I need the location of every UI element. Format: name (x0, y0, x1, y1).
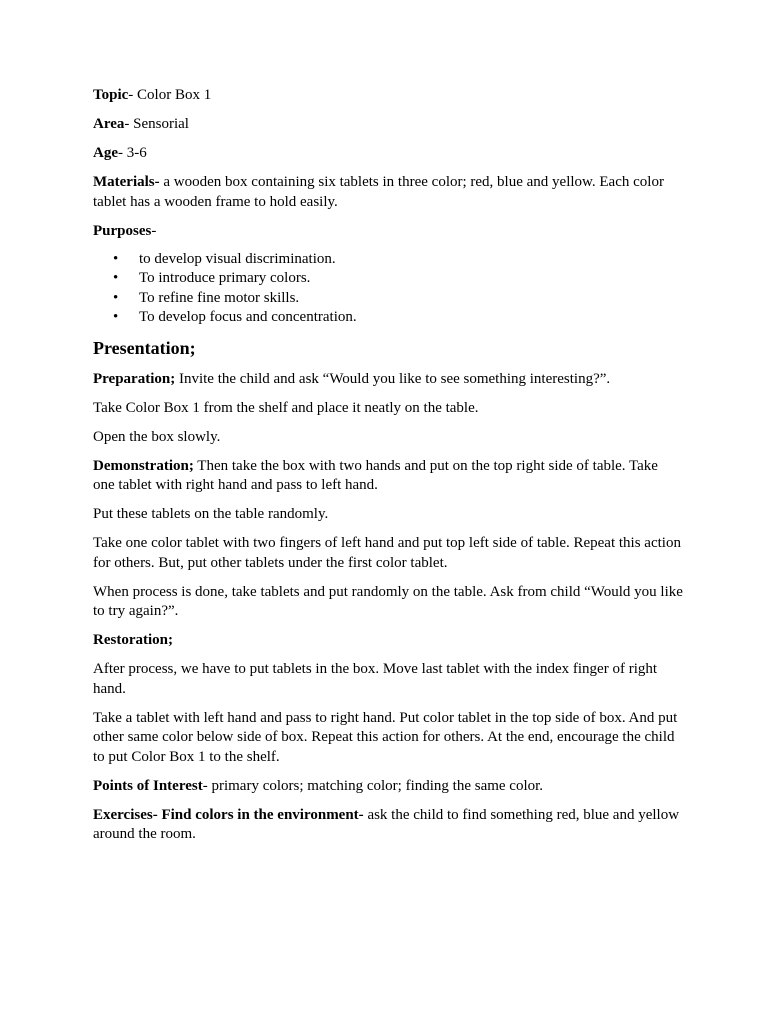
materials-label: Materials- (93, 174, 160, 190)
points-of-interest-label: Points of Interest (93, 777, 203, 794)
age-value: - 3-6 (118, 145, 147, 161)
preparation-label: Preparation; (93, 370, 176, 387)
restoration-paragraph-1: After process, we have to put tablets in the box. Move last tablet with the index finger of right hand. (93, 661, 658, 697)
document-page (93, 86, 683, 854)
list-item (93, 269, 683, 289)
topic-label: Topic (93, 87, 129, 103)
purposes-label: Purposes (93, 222, 152, 239)
step-take-one-tablet: Take one color tablet with two fingers of left hand and put top left side of table. Repeat this action for others. But, put other tablets under the first color tablet. (93, 535, 681, 571)
preparation-text: Invite the child and ask “Would you like to see something interesting?”. (175, 370, 611, 387)
list-item-text: To introduce primary colors. (139, 270, 311, 286)
age-label: Age (93, 145, 118, 161)
bullet-icon: • (113, 250, 119, 267)
exercises-paragraph (93, 806, 683, 845)
bullet-icon: • (113, 270, 119, 286)
presentation-heading: Presentation; (93, 337, 196, 358)
list-item-text: to develop visual discrimination. (139, 250, 336, 267)
purposes-line (93, 222, 683, 242)
restoration-heading-line (93, 631, 683, 651)
materials-paragraph (93, 173, 683, 212)
demonstration-label: Demonstration; (93, 457, 194, 474)
demonstration-text: Then take the box with two hands and put on the top right side of table. Take one tablet with right hand and pass to left hand. (93, 457, 658, 493)
topic-line (93, 86, 683, 106)
step-take-box: Take Color Box 1 from the shelf and place it neatly on the table. (93, 399, 479, 416)
restoration-paragraph-2: Take a tablet with left hand and pass to right hand. Put color tablet in the top side of box. And put other same color below side of box. Repeat this action for others. At the end, encourage the child to put Color Box 1 to the shelf. (93, 709, 678, 765)
purposes-list (93, 250, 683, 328)
demonstration-paragraph (93, 457, 683, 496)
preparation-paragraph (93, 370, 683, 390)
bullet-icon: • (113, 309, 119, 325)
list-item-text: To refine fine motor skills. (139, 289, 300, 306)
list-item (93, 250, 683, 270)
purposes-dash: - (151, 222, 157, 239)
area-line (93, 115, 683, 135)
list-item-text: To develop focus and concentration. (139, 309, 357, 325)
list-item (93, 289, 683, 309)
step-open-box: Open the box slowly. (93, 428, 221, 445)
exercises-label: Exercises- Find colors in the environment- (93, 806, 364, 823)
points-of-interest-text: - primary colors; matching color; finding the same color. (202, 777, 544, 794)
points-of-interest-paragraph (93, 777, 683, 797)
materials-text: a wooden box containing six tablets in three color; red, blue and yellow. Each color tablet has a wooden frame to hold easily. (93, 174, 664, 210)
restoration-heading: Restoration; (93, 632, 173, 648)
step-when-done: When process is done, take tablets and put randomly on the table. Ask from child “Would you like to try again?”. (93, 583, 683, 619)
age-line (93, 144, 683, 164)
area-label: Area (93, 116, 125, 132)
list-item (93, 308, 683, 328)
area-value: - Sensorial (124, 116, 189, 132)
topic-value: - Color Box 1 (128, 87, 212, 103)
bullet-icon: • (113, 289, 119, 306)
step-put-tablets: Put these tablets on the table randomly. (93, 506, 329, 522)
exercises-text: ask the child to find something red, blue and yellow around the room. (93, 806, 680, 842)
